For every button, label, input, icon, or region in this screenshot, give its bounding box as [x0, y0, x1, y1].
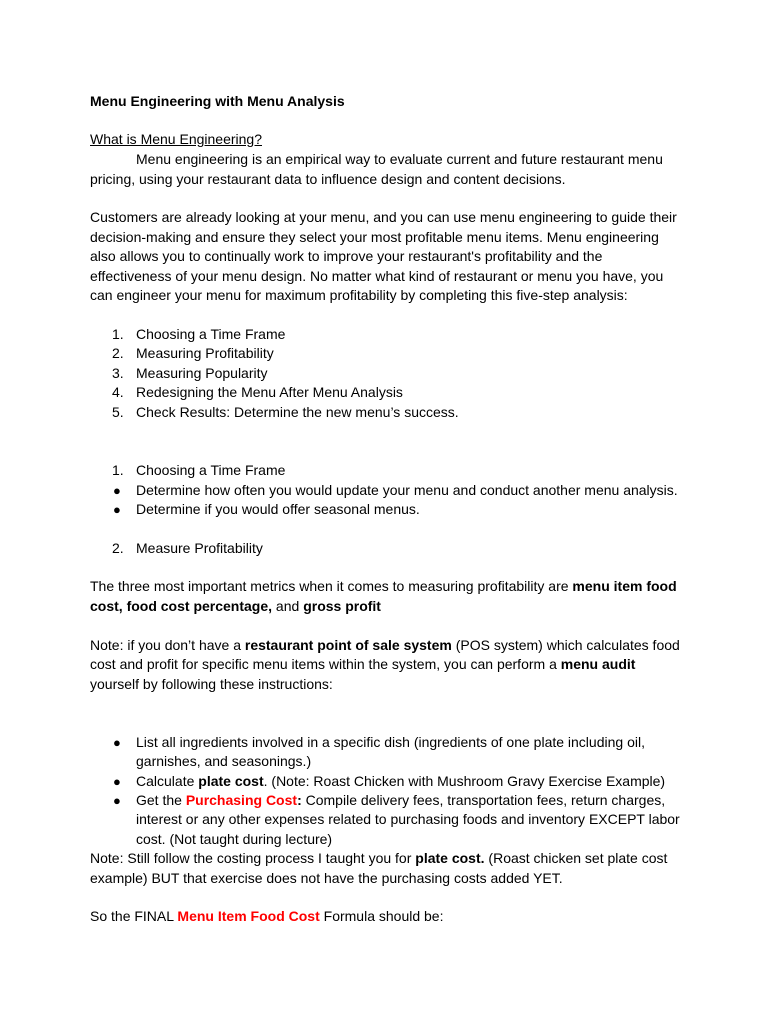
list-item: Choosing a Time Frame: [136, 326, 286, 342]
final-formula-line: [90, 907, 443, 927]
list-number: 3.: [112, 365, 124, 381]
text-run: . (Note: Roast Chicken with Mushroom Gravy Exercise Example): [263, 773, 666, 789]
list-item: Check Results: Determine the new menu’s success.: [136, 404, 459, 420]
paragraph-line: effectiveness of your menu design. No matter what kind of restaurant or menu you have, you: [90, 268, 664, 284]
text-run: cost and profit for specific menu items within the system, you can perform a: [90, 656, 561, 672]
bullet-icon: ●: [113, 735, 121, 750]
bold-text: gross profit: [303, 598, 381, 614]
bold-text: plate cost: [198, 773, 264, 789]
note-line-1: [90, 636, 680, 656]
bullet-icon: ●: [113, 502, 121, 517]
note2-line-1: [90, 849, 667, 869]
text-run: Get the: [136, 792, 186, 808]
bullet-item-cont: cost. (Not taught during lecture): [136, 831, 333, 847]
bullet-item-cont: interest or any other expenses related to purchasing foods and inventory EXCEPT labor: [136, 811, 680, 827]
list-number: 2.: [112, 345, 124, 361]
intro-line-2: pricing, using your restaurant data to influence design and content decisions.: [90, 171, 566, 187]
bold-text: :: [297, 792, 302, 808]
bullet-item: List all ingredients involved in a specific dish (ingredients of one plate including oil,: [136, 734, 645, 750]
paragraph-line: can engineer your menu for maximum profitability by completing this five-step analysis:: [90, 287, 628, 303]
list-number: 2.: [112, 540, 124, 556]
bullet-icon: ●: [113, 793, 121, 808]
text-run: and: [272, 598, 304, 614]
bullet-item: Determine how often you would update your menu and conduct another menu analysis.: [136, 482, 678, 498]
list-item: Measuring Popularity: [136, 365, 268, 381]
text-run: Calculate: [136, 773, 199, 789]
text-run: (Roast chicken set plate cost: [484, 850, 668, 866]
bold-text: plate cost.: [415, 850, 485, 866]
text-run: Formula should be:: [319, 908, 444, 924]
list-item: Redesigning the Menu After Menu Analysis: [136, 384, 403, 400]
text-run: The three most important metrics when it comes to measuring profitability are: [90, 578, 573, 594]
text-run: Compile delivery fees, transportation fees, return charges,: [301, 792, 666, 808]
text-run: So the FINAL: [90, 908, 178, 924]
bullet-item-cont: garnishes, and seasonings.): [136, 753, 312, 769]
list-number: 5.: [112, 404, 124, 420]
note2-line-2: example) BUT that exercise does not have the purchasing costs added YET.: [90, 870, 563, 886]
note-line-2: [90, 655, 635, 675]
list-number: 4.: [112, 384, 124, 400]
intro-line-1: Menu engineering is an empirical way to evaluate current and future restaurant menu: [136, 151, 663, 167]
text-run: Note: Still follow the costing process I taught you for: [90, 850, 416, 866]
document-title: Menu Engineering with Menu Analysis: [90, 93, 345, 109]
text-run: (POS system) which calculates food: [451, 637, 680, 653]
list-number: 1.: [112, 462, 124, 478]
list-item: Measuring Profitability: [136, 345, 274, 361]
bullet-item: [136, 772, 665, 792]
bold-text: menu audit: [560, 656, 636, 672]
text-run: Note: if you don’t have a: [90, 637, 245, 653]
section-heading: What is Menu Engineering?: [90, 131, 262, 147]
paragraph-line: also allows you to continually work to improve your restaurant's profitability and the: [90, 248, 603, 264]
bold-text: menu item food: [572, 578, 677, 594]
bold-text: cost, food cost percentage,: [90, 598, 273, 614]
paragraph-line: Customers are already looking at your menu, and you can use menu engineering to guide their: [90, 209, 677, 225]
section-title: Measure Profitability: [136, 540, 263, 556]
bullet-icon: ●: [113, 483, 121, 498]
highlight-text: Menu Item Food Cost: [177, 908, 320, 924]
bold-text: restaurant point of sale system: [244, 637, 452, 653]
list-number: 1.: [112, 326, 124, 342]
paragraph-line: decision-making and ensure they select your most profitable menu items. Menu engineering: [90, 229, 659, 245]
bullet-icon: ●: [113, 774, 121, 789]
metrics-line-2: [90, 597, 381, 617]
section-title: Choosing a Time Frame: [136, 462, 286, 478]
highlight-text: Purchasing Cost: [185, 792, 298, 808]
bullet-item: [136, 791, 665, 811]
note-line-3: yourself by following these instructions:: [90, 676, 333, 692]
metrics-line-1: [90, 577, 677, 597]
bullet-item: Determine if you would offer seasonal menus.: [136, 501, 420, 517]
